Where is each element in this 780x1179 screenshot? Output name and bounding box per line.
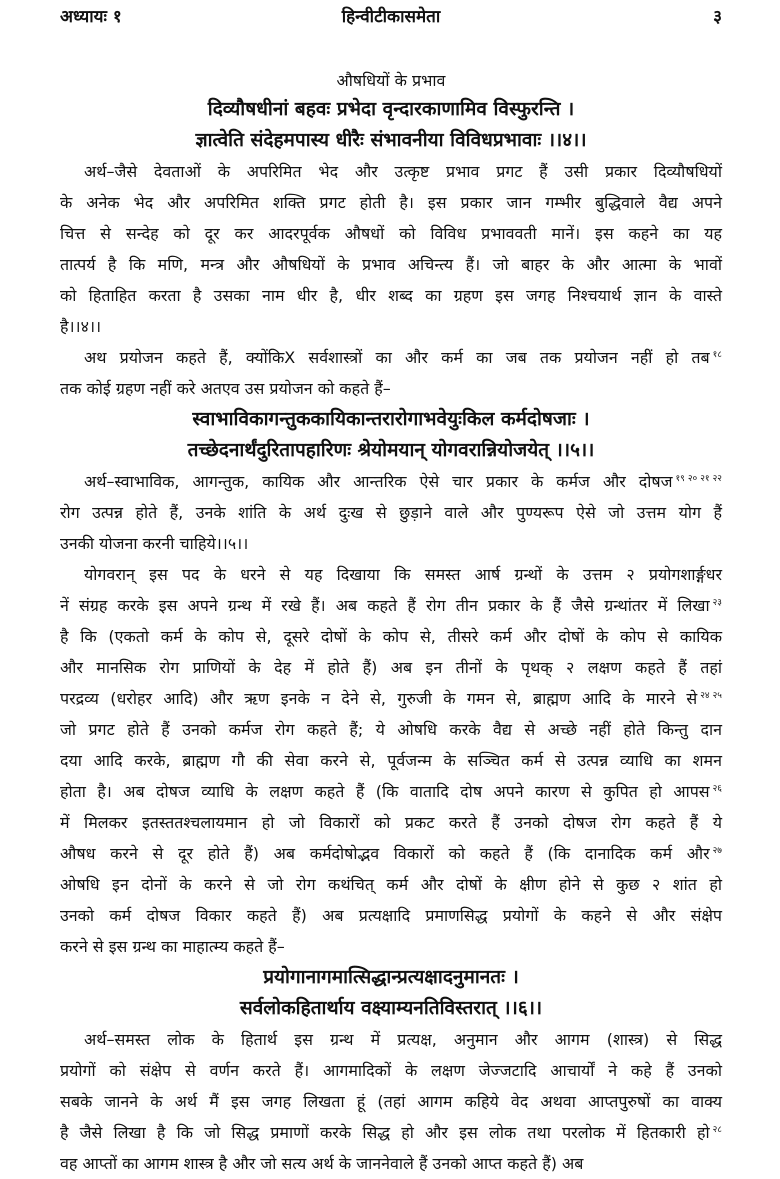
line-text: दया आदि करके, ब्राह्मण गौ की सेवा करने से, पूर्वजन्म के सञ्चित कर्म से उत्पन्न व्याधि का शमन [60,751,722,770]
text-line [60,1024,722,1055]
line-text: परद्रव्य (धरोहर आदि) और ऋण इनके न देने से, गुरुजी के गमन से, ब्राह्मण आदि के मारने से [60,689,698,708]
footnote-marker: २८ [712,1124,722,1135]
paragraph [60,1024,722,1179]
text-line [60,807,722,838]
verse-block [60,404,722,466]
footnote-marker: २४ [700,690,710,701]
line-text: चित्त से सन्देह को दूर कर आदरपूर्वक औषधों को विविध प्रभाववती मानें। इस कहने का यह [60,224,722,243]
line-text: योगवरान् इस पद के धरने से यह दिखाया कि समस्त आर्ष ग्रन्थों के उत्तम २ प्रयोगशार्ङ्गधर [84,565,722,584]
footnote-marker: २५ [712,690,722,701]
line-text: है कि (एकतो कर्म के कोप से, दूसरे दोषों के कोप से, तीसरे कर्म और दोषों के कोप से कायिक [60,627,722,646]
text-line [60,714,722,745]
footnote-marker: १९ [675,473,685,484]
text-line [60,776,722,807]
line-text: प्रयोगों को संक्षेप से वर्णन करते हैं। आगमादिकों के लक्षण जेज्जटादि आचार्यों ने कहे हैं उनको [60,1061,722,1080]
text-line [60,497,722,528]
paragraph [60,342,722,404]
text-line [60,187,722,218]
line-text: अर्थ–जैसे देवताओं के अपरिमित भेद और उत्कृष्ट प्रभाव प्रगट हैं उसी प्रकार दिव्यौषधियों [84,162,722,181]
text-line [60,590,722,621]
book-title: हिन्वीटीकासमेता [341,7,441,27]
verse-line [60,993,722,1024]
line-text: में मिलकर इतस्ततश्चलायमान हो जो विकारों को प्रकट करते हैं उनको दोषज रोग कहते हैं ये [60,813,722,832]
text-line [60,1055,722,1086]
line-text: नें संग्रह करके इस अपने ग्रन्थ में रखे हैं। अब कहते हैं रोग तीन प्रकार के हैं जैसे ग्रन्थांतर में लिखा [60,596,710,615]
footnote-marker: २३ [712,597,722,608]
footnote-marker: २० [687,473,698,484]
footnote-marker: २६ [712,783,722,794]
verse-line [60,125,722,156]
line-text: तच्छेदनार्थंदुरितापहारिणः श्रेयोमयान् योगवरान्नियोजयेत् ।।५।। [187,439,595,461]
running-header [60,4,722,32]
line-text: ओषधि इन दोनों के करने से जो रोग कथंचित् कर्म और दोषों के क्षीण होने से कुछ २ शांत हो [60,875,722,894]
text-line [60,528,722,559]
text-line [60,745,722,776]
paragraph [60,156,722,342]
line-text: अर्थ–समस्त लोक के हितार्थ इस ग्रन्थ में प्रत्यक्ष, अनुमान और आगम (शास्त्र) से सिद्ध [84,1030,722,1049]
page-body [60,68,722,1179]
chapter-label: अध्यायः १ [60,7,122,27]
line-text: तात्पर्य है कि मणि, मन्त्र और औषधियों के प्रभाव अचिन्त्य हैं। जो बाहर के और आत्मा के भावों [60,255,722,274]
text-line [60,156,722,187]
verse-line [60,435,722,466]
text-line [60,652,722,683]
line-text: रोग उत्पन्न होते हैं, उनके शांति के अर्थ दुःख से छुड़ाने वाले और पुण्यरूप ऐसे जो उत्तम योग हैं [60,503,722,522]
line-text: करने से इस ग्रन्थ का माहात्म्य कहते हैं– [60,937,285,956]
section-title: औषधियों के प्रभाव [336,71,446,90]
line-text: है जैसे लिखा है कि जो सिद्ध प्रमाणों करके सिद्ध हो और इस लोक तथा परलोक में हितकारी हो [60,1123,710,1142]
verse-block [60,962,722,1024]
text-line [60,838,722,869]
text-line [60,1086,722,1117]
line-text: को हिताहित करता है उसका नाम धीर है, धीर शब्द का ग्रहण इस जगह निश्चयार्थ ज्ञान के वास्ते [60,286,722,305]
text-line [60,1148,722,1179]
text-line [60,218,722,249]
line-text: है।।४।। [60,317,102,336]
line-text: तक कोई ग्रहण नहीं करे अतएव उस प्रयोजन को कहते हैं– [60,379,391,398]
text-line [60,466,722,497]
text-line [60,869,722,900]
line-text: ज्ञात्वेति संदेहमपास्य धीरैः संभावनीया विविधप्रभावाः ।।४।। [195,129,587,151]
verse-line [60,962,722,993]
line-text: औषध करने से दूर होते हैं) अब कर्मदोषोद्भव विकारों को कहते हैं (कि दानादिक कर्म और [60,844,710,863]
text-line [60,900,722,931]
footnote-marker: १८ [712,349,722,360]
text-line [60,249,722,280]
line-text: सर्वलोकहितार्थाय वक्ष्याम्यनतिविस्तरात् ।।६।। [239,997,543,1019]
verse-line [60,404,722,435]
text-line [60,559,722,590]
line-text: उनको कर्म दोषज विकार कहते हैं) अब प्रत्यक्षादि प्रमाणसिद्ध प्रयोगों के कहने से और संक्षेप [60,906,722,925]
line-text: वह आप्तों का आगम शास्त्र है और जो सत्य अर्थ के जाननेवाले हैं उनको आप्त कहते हैं) अब [60,1154,584,1173]
line-text: उनकी योजना करनी चाहिये।।५।। [60,534,249,553]
text-line [60,683,722,714]
line-text: सबके जानने के अर्थ मैं इस जगह लिखता हूं (तहां आगम कहिये वेद अथवा आप्तपुरुषों का वाक्य [60,1092,722,1111]
text-line [60,621,722,652]
text-line [60,280,722,311]
line-text: अर्थ–स्वाभाविक, आगन्तुक, कायिक और आन्तरिक ऐसे चार प्रकार के कर्मज और दोषज [84,472,673,491]
line-text: स्वाभाविकागन्तुककायिकान्तरारोगाभवेयुःकिल कर्मदोषजाः । [192,408,590,430]
line-text: होता है। अब दोषज व्याधि के लक्षण कहते हैं (कि वातादि दोष अपने कारण से कुपित हो आपस [60,782,710,801]
paragraph [60,559,722,962]
text-line [60,1117,722,1148]
line-text: प्रयोगानागमात्सिद्धान्प्रत्यक्षादनुमानतः । [263,966,519,988]
paragraph [60,466,722,559]
line-text: जो प्रगट होते हैं उनको कर्मज रोग कहते हैं; ये ओषधि करके वैद्य से अच्छे नहीं होते किन्तु दान [60,720,722,739]
text-line [60,931,722,962]
line-text: अथ प्रयोजन कहते हैं, क्योंकिX सर्वशास्त्रों का और कर्म का जब तक प्रयोजन नहीं हो तब [84,348,710,367]
text-line [60,342,722,373]
footnote-marker: २२ [712,473,722,484]
footnote-marker: २१ [700,473,710,484]
page-number: ३ [713,7,722,27]
footnote-marker: २७ [712,845,722,856]
line-text: दिव्यौषधीनां बहवः प्रभेदा वृन्दारकाणामिव विस्फुरन्ति । [207,98,575,120]
verse-line [60,94,722,125]
text-line [60,311,722,342]
verse-block [60,94,722,156]
line-text: के अनेक भेद और अपरिमित शक्ति प्रगट होती है। इस प्रकार जान गम्भीर बुद्धिवाले वैद्य अपने [60,193,722,212]
line-text: और मानसिक रोग प्राणियों के देह में होते हैं) अब इन तीनों के पृथक् २ लक्षण कहते हैं तहां [60,658,722,677]
text-line [60,373,722,404]
